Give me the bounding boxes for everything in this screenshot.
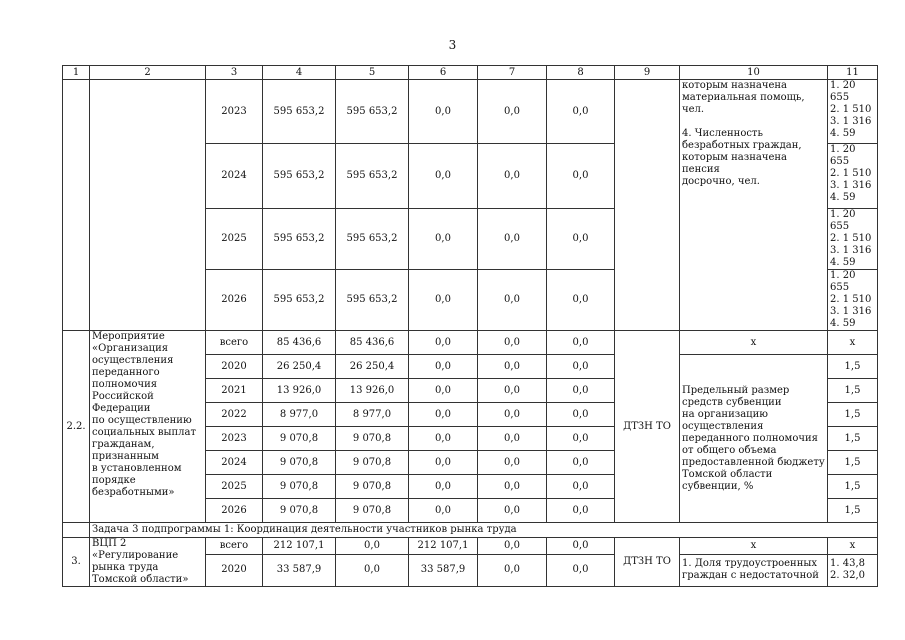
indicator-text-cell-line: предоставленной бюджету	[682, 456, 825, 468]
federal-cell: 9 070,8	[336, 499, 409, 523]
indicator-values-cell-line: 3. 1 316	[830, 245, 872, 256]
event-name-cell-line: Российской	[92, 391, 154, 402]
event-name-cell-line: «Организация	[92, 343, 169, 354]
indicator-text-cell-line: которым назначена	[682, 80, 788, 91]
extra-cell: 0,0	[547, 270, 615, 331]
table-row	[63, 331, 878, 355]
column-header: 4	[263, 66, 336, 80]
event-name-cell-line: Мероприятие	[92, 331, 165, 342]
regional-cell: 0,0	[409, 427, 478, 451]
federal-cell: 0,0	[336, 538, 409, 555]
column-header: 11	[828, 66, 878, 80]
indicator-value-cell: 1,5	[828, 427, 878, 451]
local-cell: 0,0	[478, 331, 547, 355]
local-cell: 0,0	[478, 403, 547, 427]
indicator-text-cell-line: которым назначена пенсия	[682, 152, 788, 175]
row-number-cell: 2.2.	[63, 331, 90, 523]
federal-cell: 9 070,8	[336, 451, 409, 475]
total-cell: 33 587,9	[263, 554, 336, 586]
indicator-text-cell-line: субвенции, %	[682, 480, 754, 492]
event-name-cell-line: социальных выплат	[92, 427, 197, 438]
local-cell: 0,0	[478, 379, 547, 403]
local-cell: 0,0	[478, 554, 547, 586]
extra-cell: 0,0	[547, 355, 615, 379]
event-name-cell	[90, 331, 206, 523]
federal-cell: 9 070,8	[336, 475, 409, 499]
event-name-cell-line: Томской области»	[92, 574, 189, 585]
column-header: 3	[206, 66, 263, 80]
indicator-text-cell-line: досрочно, чел.	[682, 176, 760, 187]
indicator-values-cell-line: 4. 59	[830, 128, 856, 139]
executor-cell	[615, 80, 680, 331]
event-name-cell	[90, 538, 206, 587]
extra-cell: 0,0	[547, 538, 615, 555]
task-row	[63, 523, 878, 538]
indicator-values-cell-line: 4. 59	[830, 257, 856, 268]
indicator-text-cell-line: 1. Доля трудоустроенных	[682, 558, 817, 570]
federal-cell: 595 653,2	[336, 144, 409, 209]
year-cell: 2026	[206, 499, 263, 523]
event-name-cell-line: по осуществлению	[92, 415, 192, 426]
federal-cell: 595 653,2	[336, 270, 409, 331]
local-cell: 0,0	[478, 538, 547, 555]
total-cell: 85 436,6	[263, 331, 336, 355]
indicator-value-cell: 1,5	[828, 355, 878, 379]
indicator-values-cell-line: 1. 20 655	[830, 209, 856, 232]
local-cell: 0,0	[478, 427, 547, 451]
event-name-cell-line: в установленном	[92, 463, 182, 474]
local-cell: 0,0	[478, 144, 547, 209]
executor-cell: ДТЗН ТО	[615, 331, 680, 523]
event-name-cell-line: Федерации	[92, 403, 151, 414]
extra-cell: 0,0	[547, 209, 615, 270]
regional-cell: 0,0	[409, 475, 478, 499]
column-header: 5	[336, 66, 409, 80]
indicator-text-cell-line: осуществления	[682, 420, 764, 432]
event-name-cell-line: полномочия	[92, 379, 158, 390]
indicator-value-cell: 1,5	[828, 451, 878, 475]
indicator-values-cell	[828, 80, 878, 144]
federal-cell: 595 653,2	[336, 209, 409, 270]
extra-cell: 0,0	[547, 554, 615, 586]
row-number-cell	[63, 523, 90, 538]
page-number: 3	[448, 38, 457, 52]
indicator-text-cell	[680, 355, 828, 523]
federal-cell: 0,0	[336, 554, 409, 586]
event-name-cell-line: переданного	[92, 367, 160, 378]
total-cell: 9 070,8	[263, 427, 336, 451]
regional-cell: 0,0	[409, 331, 478, 355]
federal-cell: 85 436,6	[336, 331, 409, 355]
indicator-values-cell-line: 4. 59	[830, 192, 856, 203]
executor-cell: ДТЗН ТО	[615, 538, 680, 587]
extra-cell: 0,0	[547, 499, 615, 523]
table-row	[63, 538, 878, 555]
year-cell: 2026	[206, 270, 263, 331]
extra-cell: 0,0	[547, 379, 615, 403]
federal-cell: 13 926,0	[336, 379, 409, 403]
column-header: 1	[63, 66, 90, 80]
federal-cell: 9 070,8	[336, 427, 409, 451]
task-title-cell: Задача 3 подпрограммы 1: Координация деятельности участников рынка труда	[90, 523, 878, 538]
year-cell: 2020	[206, 355, 263, 379]
row-number-cell: 3.	[63, 538, 90, 587]
indicator-values-cell	[828, 144, 878, 209]
total-cell: 9 070,8	[263, 499, 336, 523]
event-name-cell-line: гражданам,	[92, 439, 155, 450]
indicator-values-cell-line: 1. 20 655	[830, 270, 856, 293]
regional-cell: 0,0	[409, 403, 478, 427]
total-cell: 9 070,8	[263, 451, 336, 475]
indicator-text-cell-line: безработных граждан,	[682, 140, 802, 151]
indicator-text-cell-line: средств субвенции	[682, 396, 782, 408]
extra-cell: 0,0	[547, 475, 615, 499]
federal-cell: 595 653,2	[336, 80, 409, 144]
local-cell: 0,0	[478, 355, 547, 379]
total-cell: 595 653,2	[263, 270, 336, 331]
local-cell: 0,0	[478, 475, 547, 499]
extra-cell: 0,0	[547, 80, 615, 144]
event-name-cell-line: «Регулирование	[92, 550, 179, 561]
federal-cell: 8 977,0	[336, 403, 409, 427]
indicator-values-cell-line: 3. 1 316	[830, 306, 872, 317]
indicator-values-cell	[828, 209, 878, 270]
regional-cell: 0,0	[409, 355, 478, 379]
year-cell: 2025	[206, 209, 263, 270]
total-cell: 13 926,0	[263, 379, 336, 403]
local-cell: 0,0	[478, 451, 547, 475]
column-header: 8	[547, 66, 615, 80]
year-cell: 2024	[206, 144, 263, 209]
header-row	[63, 66, 878, 80]
indicator-value-cell: 1,5	[828, 499, 878, 523]
indicator-values-cell-line: 1. 20 655	[830, 80, 856, 103]
indicator-values-cell-line: 1. 43,8	[830, 558, 865, 570]
regional-cell: 33 587,9	[409, 554, 478, 586]
local-cell: 0,0	[478, 80, 547, 144]
indicator-head-cell: x	[680, 538, 828, 555]
total-cell: 26 250,4	[263, 355, 336, 379]
year-cell: всего	[206, 538, 263, 555]
indicator-values-cell-line: 3. 1 316	[830, 180, 872, 191]
extra-cell: 0,0	[547, 451, 615, 475]
regional-cell: 0,0	[409, 379, 478, 403]
extra-cell: 0,0	[547, 427, 615, 451]
column-header: 7	[478, 66, 547, 80]
total-cell: 595 653,2	[263, 209, 336, 270]
indicator-text-cell-line: Предельный размер	[682, 384, 790, 396]
year-cell: всего	[206, 331, 263, 355]
local-cell: 0,0	[478, 209, 547, 270]
local-cell: 0,0	[478, 270, 547, 331]
column-header: 6	[409, 66, 478, 80]
indicator-head-value-cell: x	[828, 538, 878, 555]
indicator-text-cell-line: Томской области	[682, 468, 773, 480]
indicator-text-cell-line: от общего объема	[682, 444, 777, 456]
event-name-cell	[90, 80, 206, 331]
regional-cell: 0,0	[409, 144, 478, 209]
year-cell: 2020	[206, 554, 263, 586]
regional-cell: 0,0	[409, 451, 478, 475]
indicator-text-cell-line: граждан с недостаточной	[682, 570, 819, 582]
indicator-text-cell-line: на организацию	[682, 408, 768, 420]
indicator-text-cell	[680, 554, 828, 586]
indicator-values-cell-line: 2. 32,0	[830, 570, 865, 582]
indicator-head-value-cell: x	[828, 331, 878, 355]
indicator-values-cell-line: 2. 1 510	[830, 104, 872, 115]
indicator-head-cell: x	[680, 331, 828, 355]
indicator-text-cell-line: чел.	[682, 104, 705, 115]
indicator-text-cell	[680, 80, 828, 331]
regional-cell: 212 107,1	[409, 538, 478, 555]
indicator-values-cell-line: 4. 59	[830, 318, 856, 329]
regional-cell: 0,0	[409, 499, 478, 523]
indicator-text-cell-line: материальная помощь,	[682, 92, 805, 103]
year-cell: 2024	[206, 451, 263, 475]
indicator-text-cell-line: переданного полномочия	[682, 432, 818, 444]
total-cell: 595 653,2	[263, 80, 336, 144]
indicator-text-cell-line: 4. Численность	[682, 128, 763, 139]
regional-cell: 0,0	[409, 209, 478, 270]
indicator-values-cell-line: 1. 20 655	[830, 144, 856, 167]
federal-cell: 26 250,4	[336, 355, 409, 379]
event-name-cell-line: признанным	[92, 451, 159, 462]
indicator-values-cell	[828, 554, 878, 586]
event-name-cell-line: ВЦП 2	[92, 538, 127, 549]
year-cell: 2025	[206, 475, 263, 499]
row-number-cell	[63, 80, 90, 331]
year-cell: 2021	[206, 379, 263, 403]
year-cell: 2023	[206, 80, 263, 144]
column-header: 2	[90, 66, 206, 80]
indicator-value-cell: 1,5	[828, 379, 878, 403]
event-name-cell-line: осуществления	[92, 355, 174, 366]
extra-cell: 0,0	[547, 331, 615, 355]
column-header: 9	[615, 66, 680, 80]
indicator-value-cell: 1,5	[828, 403, 878, 427]
indicator-values-cell-line: 2. 1 510	[830, 233, 872, 244]
total-cell: 212 107,1	[263, 538, 336, 555]
regional-cell: 0,0	[409, 270, 478, 331]
total-cell: 595 653,2	[263, 144, 336, 209]
indicator-values-cell-line: 3. 1 316	[830, 116, 872, 127]
column-header: 10	[680, 66, 828, 80]
total-cell: 9 070,8	[263, 475, 336, 499]
year-cell: 2023	[206, 427, 263, 451]
year-cell: 2022	[206, 403, 263, 427]
extra-cell: 0,0	[547, 403, 615, 427]
event-name-cell-line: безработными»	[92, 487, 175, 498]
indicator-values-cell	[828, 270, 878, 331]
indicator-text-cell-line	[682, 116, 825, 128]
event-name-cell-line: рынка труда	[92, 562, 159, 573]
event-name-cell-line: порядке	[92, 475, 136, 486]
table-row	[63, 80, 878, 144]
budget-table	[62, 65, 878, 587]
extra-cell: 0,0	[547, 144, 615, 209]
indicator-values-cell-line: 2. 1 510	[830, 168, 872, 179]
local-cell: 0,0	[478, 499, 547, 523]
total-cell: 8 977,0	[263, 403, 336, 427]
indicator-value-cell: 1,5	[828, 475, 878, 499]
indicator-values-cell-line: 2. 1 510	[830, 294, 872, 305]
regional-cell: 0,0	[409, 80, 478, 144]
